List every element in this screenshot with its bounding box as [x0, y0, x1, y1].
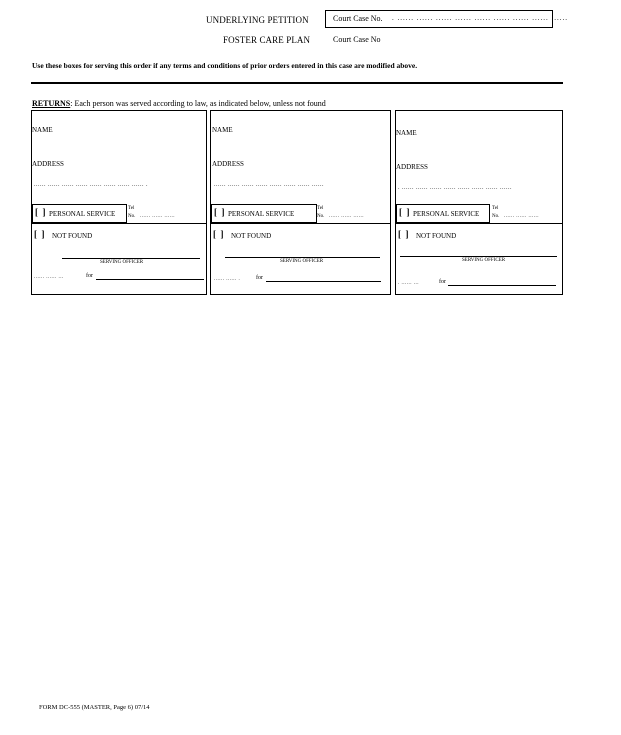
name-label: NAME	[396, 129, 417, 137]
tel-label: Tel	[128, 206, 135, 211]
name-label: NAME	[212, 126, 233, 134]
tel-label: Tel	[492, 206, 499, 211]
form-id-footer: FORM DC-555 (MASTER, Page 6) 07/14	[39, 704, 150, 711]
address-dots: . ...... ...... ...... ...... ...... ...... ...... ......	[398, 185, 512, 191]
personal-service-label: PERSONAL SERVICE	[228, 210, 295, 218]
return-box-1	[31, 110, 207, 295]
serving-officer-label: SERVING OFFICER	[280, 259, 324, 264]
court-case-label: Court Case No.	[333, 14, 383, 23]
not-found-checkbox-icon[interactable]: [ ]	[213, 229, 224, 239]
underlying-petition-label: UNDERLYING PETITION	[206, 15, 309, 25]
not-found-checkbox-icon[interactable]: [ ]	[398, 229, 409, 239]
signature-line[interactable]	[62, 258, 200, 259]
for-label: for	[86, 273, 93, 279]
returns-text: : Each person was served according to law, as indicated below, unless not found	[70, 99, 326, 108]
return-box-2	[210, 110, 391, 295]
returns-heading	[32, 99, 326, 108]
tel-dots: ...... ...... ......	[329, 214, 364, 219]
date-dots: ...... ...... ...	[34, 275, 64, 280]
not-found-checkbox-icon[interactable]: [ ]	[34, 229, 45, 239]
tel-dots: ...... ...... ......	[140, 214, 175, 219]
court-case-dots: . ...... ...... ...... ...... ...... ...... ...... ...... ......	[392, 14, 568, 22]
checkbox-bracket-icon[interactable]: [ ]	[214, 207, 225, 217]
no-label: No.	[128, 214, 136, 219]
personal-service-option[interactable]	[211, 204, 317, 223]
address-label: ADDRESS	[212, 160, 244, 168]
box-divider	[32, 223, 206, 224]
court-case-box[interactable]	[325, 10, 568, 28]
for-line[interactable]	[448, 285, 556, 286]
box-divider	[396, 223, 562, 224]
signature-line[interactable]	[225, 257, 380, 258]
for-line[interactable]	[96, 279, 204, 280]
address-label: ADDRESS	[396, 163, 428, 171]
not-found-label: NOT FOUND	[231, 232, 272, 240]
address-dots: ...... ...... ...... ...... ...... ...... ...... ......	[214, 182, 324, 188]
not-found-label: NOT FOUND	[416, 232, 457, 240]
for-label: for	[439, 279, 446, 285]
date-dots: . ...... ...	[398, 281, 419, 286]
address-label: ADDRESS	[32, 160, 64, 168]
serving-officer-label: SERVING OFFICER	[100, 260, 144, 265]
return-box-3	[395, 110, 563, 295]
address-dots: ...... ...... ...... ...... ...... ...... ...... ...... .	[34, 182, 148, 188]
no-label: No.	[492, 214, 500, 219]
returns-title: RETURNS	[32, 99, 71, 108]
personal-service-option[interactable]	[396, 204, 490, 223]
section-divider	[31, 82, 563, 84]
serving-officer-label: SERVING OFFICER	[462, 258, 506, 263]
box-divider	[211, 223, 390, 224]
not-found-label: NOT FOUND	[52, 232, 93, 240]
signature-line[interactable]	[400, 256, 557, 257]
tel-label: Tel	[317, 206, 324, 211]
for-label: for	[256, 275, 263, 281]
personal-service-label: PERSONAL SERVICE	[413, 210, 480, 218]
date-dots: ...... ...... .	[214, 277, 241, 282]
checkbox-bracket-icon[interactable]: [ ]	[35, 207, 46, 217]
foster-care-plan-label: FOSTER CARE PLAN	[223, 35, 311, 45]
foster-court-case-label: Court Case No	[333, 35, 381, 44]
personal-service-option[interactable]	[32, 204, 127, 223]
no-label: No.	[317, 214, 325, 219]
for-line[interactable]	[266, 281, 381, 282]
personal-service-label: PERSONAL SERVICE	[49, 210, 116, 218]
instruction-text: Use these boxes for serving this order if any terms and conditions of prior orders entered in this case are modified above.	[32, 61, 418, 70]
name-label: NAME	[32, 126, 53, 134]
checkbox-bracket-icon[interactable]: [ ]	[399, 207, 410, 217]
tel-dots: ...... ...... ......	[504, 214, 539, 219]
